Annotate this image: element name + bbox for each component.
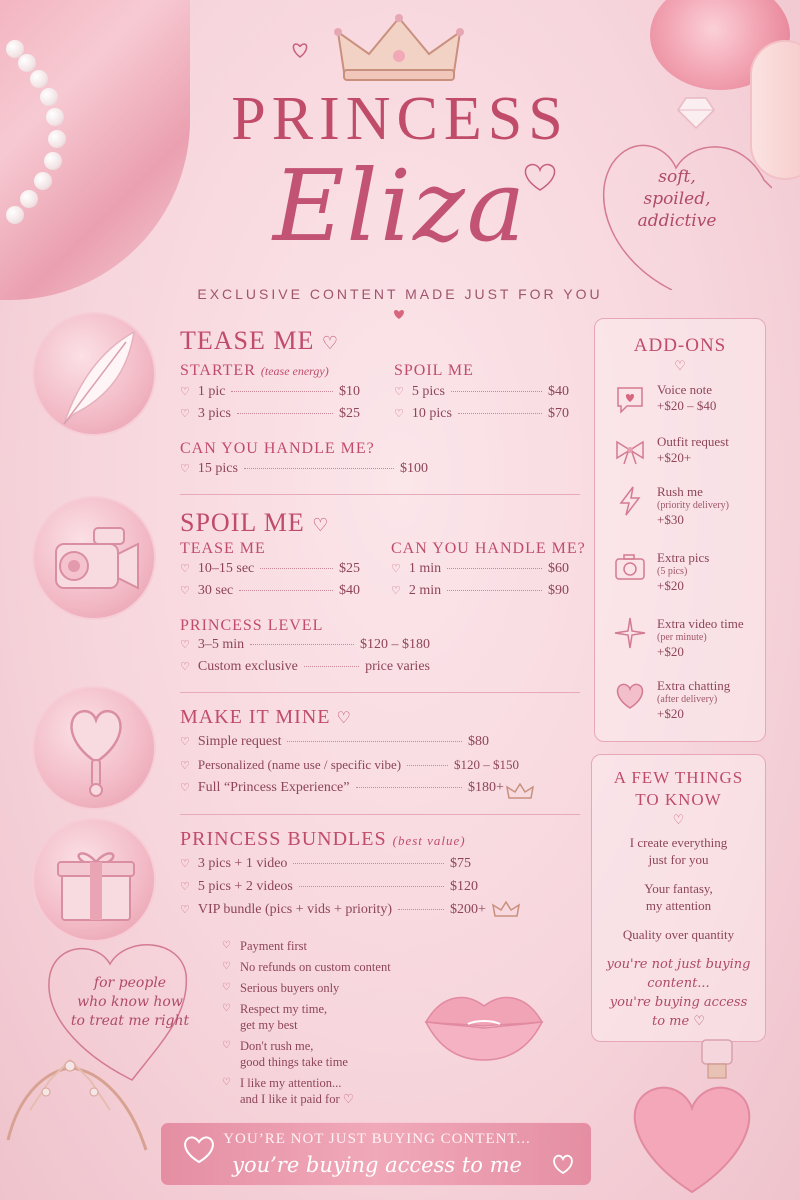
heart-icon (613, 678, 647, 712)
rules-list (222, 938, 422, 1107)
know-closing-text: to me (651, 1014, 690, 1029)
heart-bullet-icon: ♡ (180, 463, 190, 475)
small-heart-icon (392, 308, 406, 320)
item-price: $75 (450, 856, 471, 871)
item-price: $40 (548, 384, 569, 399)
subsection-spoil: SPOIL ME (394, 362, 474, 379)
item-label: 2 min (408, 583, 442, 598)
section-title-spoil (180, 508, 329, 538)
feather-icon (34, 314, 158, 438)
section-divider (180, 814, 580, 815)
price-row (180, 734, 530, 757)
item-label: 5 pics (411, 384, 445, 399)
item-price: $90 (548, 583, 569, 598)
item-label: 15 pics (197, 461, 238, 476)
know-line: just for you (648, 852, 709, 867)
price-list (180, 561, 360, 605)
price-list (180, 461, 428, 483)
addon-sub: (after delivery) (657, 694, 718, 705)
know-line: Quality over quantity (622, 927, 735, 942)
heart-bullet-icon: ♡ (391, 585, 401, 597)
heart-note (592, 140, 772, 290)
heart-bullet-icon: ♡ (180, 408, 190, 420)
heart-outline-icon: ♡ (321, 333, 340, 353)
price-row (180, 461, 428, 483)
section-divider (180, 692, 580, 693)
price-row (180, 879, 490, 902)
section-divider (180, 494, 580, 495)
rule-line: No refunds on custom content (240, 960, 391, 974)
heart-bullet-icon: ♡ (222, 940, 231, 951)
addon-sub: (priority delivery) (657, 500, 729, 511)
rule-line: Payment first (240, 939, 308, 953)
item-label: Simple request (197, 734, 282, 749)
heart-outline-icon (520, 160, 560, 194)
crown-icon (334, 12, 464, 84)
item-label: 3 pics + 1 video (197, 856, 288, 871)
heart-outline-icon (551, 1153, 575, 1175)
addon-price: +$20 (657, 644, 684, 659)
item-price: $120 (450, 879, 478, 894)
price-row (180, 659, 430, 681)
rule-line: Respect my time, (240, 1002, 328, 1016)
addon-sub: (5 pics) (657, 566, 688, 577)
section-note: (best value) (392, 833, 466, 848)
know-closing (592, 955, 765, 1031)
left-heart-line: for people (93, 975, 167, 991)
video-camera-icon (34, 498, 158, 622)
know-item (592, 834, 765, 868)
addon-item (613, 550, 765, 616)
heart-bullet-icon: ♡ (222, 1077, 231, 1088)
perfume-bottle-icon (622, 1034, 762, 1194)
rule-item (222, 1001, 422, 1033)
heart-bullet-icon: ♡ (180, 736, 190, 748)
item-label: Full “Princess Experience” (197, 780, 350, 795)
mirror-badge (32, 686, 156, 810)
speech-bubble-icon (613, 382, 647, 416)
addons-title: ADD-ONS (633, 335, 727, 356)
know-line: my attention (645, 898, 712, 913)
subsection-tease: TEASE ME (180, 540, 266, 557)
heart-bullet-icon: ♡ (180, 639, 190, 651)
item-price: $200+ (450, 902, 486, 917)
rule-line: good things take time (240, 1055, 348, 1069)
heart-outline-icon: ♡ (312, 515, 330, 535)
addon-price: +$30 (657, 512, 684, 527)
addons-panel (594, 318, 766, 742)
subsection-handle: CAN YOU HANDLE ME? (180, 440, 375, 457)
item-price: $100 (400, 461, 428, 476)
small-heart-icon (290, 40, 310, 60)
subsection-note: (tease energy) (260, 364, 329, 378)
know-line: I create everything (629, 835, 728, 850)
item-price: $40 (339, 583, 360, 598)
rule-line: Don't rush me, (240, 1039, 314, 1053)
addon-item (613, 434, 765, 484)
bow-icon (613, 434, 647, 468)
know-closing-line: content... (647, 976, 710, 991)
price-row (391, 583, 569, 605)
heart-bullet-icon: ♡ (180, 881, 190, 893)
left-heart-line: to treat me right (70, 1013, 190, 1029)
section-title-tease (180, 326, 339, 356)
item-price: $25 (339, 561, 360, 576)
item-price: $180+ (468, 780, 504, 795)
know-item (592, 926, 765, 943)
lips-icon (422, 984, 546, 1064)
sparkle-icon (613, 616, 647, 650)
price-list (391, 561, 569, 605)
rule-line: get my best (240, 1018, 298, 1032)
heart-bullet-icon: ♡ (222, 1003, 231, 1014)
section-title-mine (180, 706, 352, 729)
item-label: Custom exclusive (197, 659, 298, 674)
heart-bullet-icon: ♡ (180, 585, 190, 597)
rule-item (222, 980, 422, 996)
know-closing-line (592, 1012, 765, 1031)
heart-outline-icon: ♡ (672, 813, 685, 828)
item-price: $120 – $150 (454, 757, 519, 772)
heart-bullet-icon: ♡ (180, 760, 190, 772)
price-list (180, 384, 360, 428)
price-row (180, 561, 360, 583)
footer-banner (160, 1122, 592, 1186)
addon-item (613, 678, 765, 738)
price-row (180, 780, 530, 803)
heart-outline-icon: ♡ (342, 1092, 354, 1106)
addon-label: Extra video time (657, 616, 744, 631)
know-item (592, 880, 765, 914)
item-price: $10 (339, 384, 360, 399)
item-price: $60 (548, 561, 569, 576)
price-row (180, 583, 360, 605)
princess-name: Eliza (272, 150, 528, 264)
crown-icon (506, 782, 534, 802)
subsection-label: STARTER (180, 362, 256, 379)
left-heart-line: who know how (77, 994, 183, 1010)
feather-badge (32, 312, 156, 436)
subsection-starter (180, 362, 329, 380)
camera-icon (613, 550, 647, 584)
heart-bullet-icon: ♡ (394, 408, 404, 420)
addon-item (613, 616, 765, 678)
heart-bullet-icon: ♡ (391, 563, 401, 575)
page-title: PRINCESS (231, 85, 569, 153)
item-label: 3–5 min (197, 637, 245, 652)
price-row (180, 384, 360, 406)
item-price: $25 (339, 406, 360, 421)
addon-item (613, 484, 765, 550)
item-label: 10 pics (411, 406, 452, 421)
heart-bullet-icon: ♡ (180, 904, 190, 916)
know-closing-line: you're not just buying (606, 957, 751, 972)
camera-badge (32, 496, 156, 620)
heart-bullet-icon: ♡ (180, 858, 190, 870)
banner-line-1: YOU’RE NOT JUST BUYING CONTENT... (223, 1131, 531, 1147)
price-row (180, 902, 490, 925)
price-list (180, 856, 490, 925)
addon-label: Rush me (657, 484, 703, 499)
item-price: $70 (548, 406, 569, 421)
section-title-text: SPOIL ME (180, 508, 305, 537)
rule-line: Serious buyers only (240, 981, 340, 995)
gift-badge (32, 818, 156, 942)
item-label: 3 pics (197, 406, 231, 421)
section-title-text: PRINCESS BUNDLES (180, 828, 387, 850)
know-closing-line: you're buying access (609, 995, 748, 1010)
rule-line: I like my attention... (240, 1076, 342, 1090)
heart-bullet-icon: ♡ (180, 782, 190, 794)
item-price: price varies (365, 659, 430, 674)
item-label: 5 pics + 2 videos (197, 879, 293, 894)
price-row (180, 757, 530, 780)
addon-label: Extra pics (657, 550, 710, 565)
price-row (180, 637, 430, 659)
price-list (180, 637, 430, 681)
know-title-line: A FEW THINGS (613, 768, 744, 787)
item-label: 1 pic (197, 384, 226, 399)
know-title (592, 767, 765, 811)
rule-line: and I like it paid for (240, 1092, 340, 1106)
heart-bullet-icon: ♡ (222, 1040, 231, 1051)
heart-bullet-icon: ♡ (180, 386, 190, 398)
heart-note-line: spoiled, (643, 189, 711, 209)
item-label: VIP bundle (pics + vids + priority) (197, 902, 393, 917)
item-price: $80 (468, 734, 489, 749)
heart-note-line: soft, (658, 167, 696, 187)
section-title-text: TEASE ME (180, 326, 315, 355)
price-row (394, 406, 569, 428)
rule-item (222, 1075, 422, 1107)
tiara-icon (0, 1050, 150, 1160)
addon-price: +$20 (657, 706, 684, 721)
addon-price: +$20 (657, 578, 684, 593)
crown-icon (492, 900, 520, 920)
section-title-text: MAKE IT MINE (180, 706, 331, 728)
heart-outline-icon: ♡ (336, 710, 352, 727)
subsection-princess-level: PRINCESS LEVEL (180, 617, 324, 634)
heart-bullet-icon: ♡ (222, 961, 231, 972)
item-label: 1 min (408, 561, 442, 576)
price-row (391, 561, 569, 583)
heart-bullet-icon: ♡ (394, 386, 404, 398)
page-subtitle: EXCLUSIVE CONTENT MADE JUST FOR YOU (197, 286, 603, 302)
hand-mirror-icon (34, 688, 158, 812)
heart-outline-icon: ♡ (674, 359, 686, 374)
heart-outline-icon: ♡ (693, 1014, 705, 1029)
lightning-icon (613, 484, 647, 518)
heart-bullet-icon: ♡ (222, 982, 231, 993)
rule-item (222, 938, 422, 954)
heart-note-line: addictive (637, 211, 717, 231)
item-label: Personalized (name use / specific vibe) (197, 757, 402, 772)
know-title-line: TO KNOW (635, 790, 722, 809)
addon-label: Outfit request (657, 434, 729, 449)
addon-item (613, 382, 765, 434)
rule-item (222, 959, 422, 975)
gift-box-icon (34, 820, 158, 944)
addon-sub: (per minute) (657, 632, 707, 643)
price-row (180, 856, 490, 879)
addon-price: +$20 – $40 (657, 398, 717, 413)
item-label: 10–15 sec (197, 561, 255, 576)
rule-item (222, 1038, 422, 1070)
section-title-bundles (180, 828, 466, 851)
item-label: 30 sec (197, 583, 234, 598)
addon-price: +$20+ (657, 450, 692, 465)
subsection-handle: CAN YOU HANDLE ME? (391, 540, 586, 557)
banner-line-2: you’re buying access to me (232, 1153, 522, 1177)
heart-bullet-icon: ♡ (180, 661, 190, 673)
price-row (180, 406, 360, 428)
price-row (394, 384, 569, 406)
item-price: $120 – $180 (360, 637, 430, 652)
heart-bullet-icon: ♡ (180, 563, 190, 575)
addon-label: Extra chatting (657, 678, 731, 693)
price-list (180, 734, 530, 803)
price-list (394, 384, 569, 428)
addon-label: Voice note (657, 382, 712, 397)
know-panel (591, 754, 766, 1042)
know-line: Your fantasy, (644, 881, 713, 896)
